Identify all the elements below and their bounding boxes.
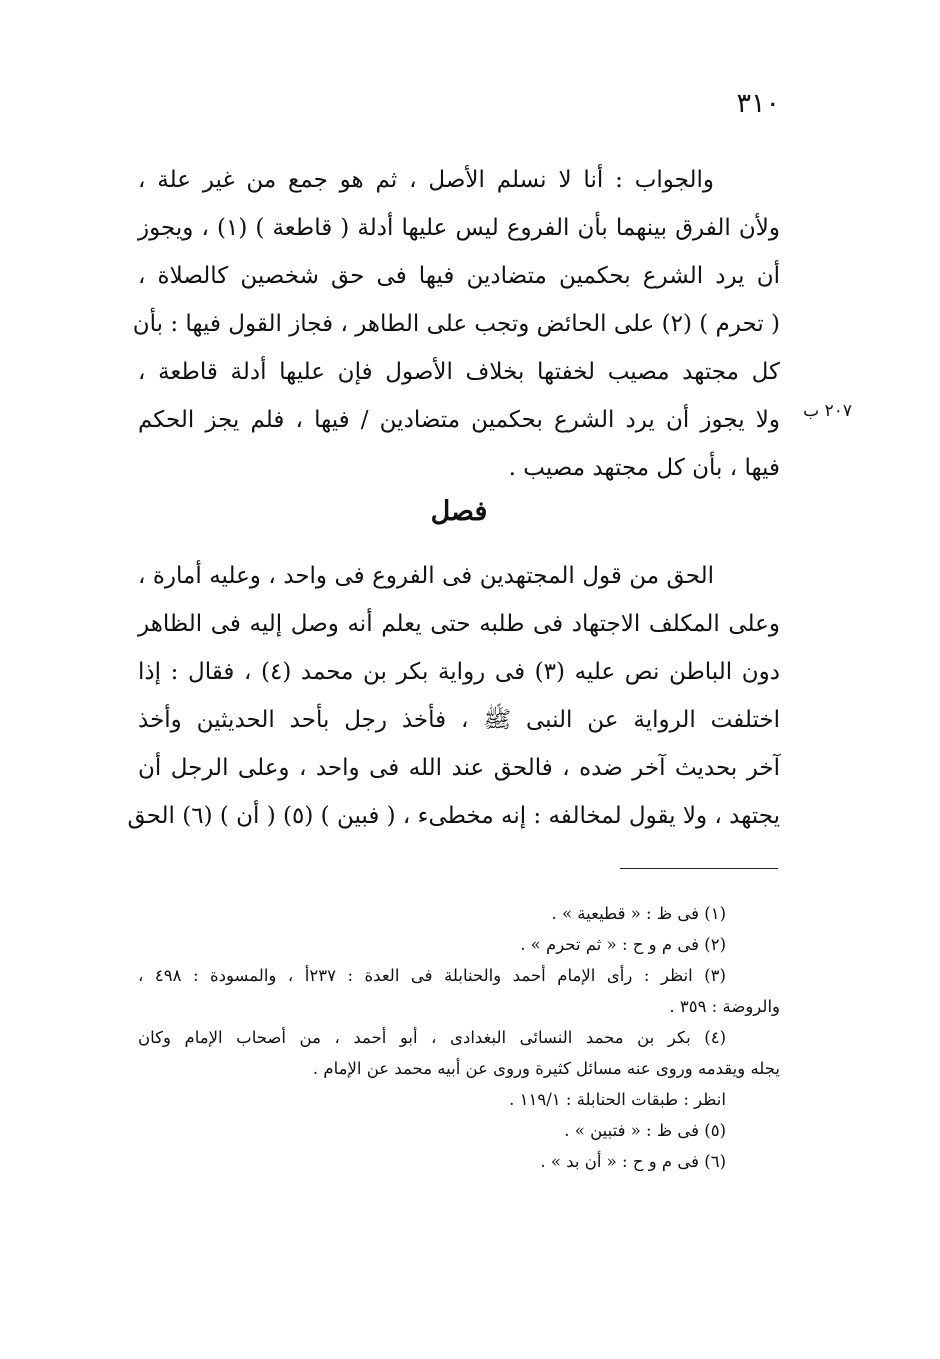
footnote-continuation: والروضة : ٣٥٩ . [669, 997, 780, 1016]
footnote: (٢) فى م و ح : « ثم تحرم » . [520, 935, 726, 954]
text-line: أن يرد الشرع بحكمين متضادين فيها فى حق شخصين كالصلاة ، [138, 263, 780, 289]
footnote: (٥) فى ظ : « فتبين » . [564, 1121, 726, 1140]
text-line: ولأن الفرق بينهما بأن الفروع ليس عليها أدلة ( قاطعة ) (١) ، ويجوز [138, 215, 780, 241]
text-line: ( تحرم ) (٢) على الحائض وتجب على الطاهر ، فجاز القول فيها : بأن [132, 311, 780, 337]
footnote-separator [620, 868, 778, 869]
text-line: آخر بحديث آخر ضده ، فالحق عند الله فى واحد ، وعلى الرجل أن [138, 755, 780, 781]
text-line: كل مجتهد مصيب لخفتها بخلاف الأصول فإن عليها أدلة قاطعة ، [138, 359, 780, 385]
text-line: ولا يجوز أن يرد الشرع بحكمين متضادين / فيها ، فلم يجز الحكم [138, 407, 780, 433]
footnote-continuation: انظر : طبقات الحنابلة : ١١٩/١ . [509, 1090, 726, 1109]
page-number: ٣١٠ [736, 88, 780, 119]
footnotes [138, 898, 780, 1177]
margin-folio-note: ٢٠٧ ب [803, 401, 852, 421]
text-line: دون الباطن نص عليه (٣) فى رواية بكر بن محمد (٤) ، فقال : إذا [138, 659, 780, 685]
paragraph-2 [127, 552, 780, 840]
footnote-continuation: يجله ويقدمه وروى عنه مسائل كثيرة وروى عن أبيه محمد عن الإمام . [312, 1059, 780, 1078]
footnote: (٤) بكر بن محمد النسائى البغدادى ، أبو أحمد ، من أصحاب الإمام وكان [138, 1028, 726, 1047]
text-line: يجتهد ، ولا يقول لمخالفه : إنه مخطىء ، ( فبين ) (٥) ( أن ) (٦) الحق [127, 803, 780, 829]
text-line: اختلفت الرواية عن النبى ﷺ ، فأخذ رجل بأحد الحديثين وأخذ [138, 707, 780, 733]
text-line: وعلى المكلف الاجتهاد فى طلبه حتى يعلم أنه وصل إليه فى الظاهر [138, 611, 780, 637]
footnote: (١) فى ظ : « قطيعية » . [551, 904, 726, 923]
text-line: الحق من قول المجتهدين فى الفروع فى واحد ، وعليه أمارة ، [138, 563, 714, 589]
section-heading: فصل [430, 496, 488, 527]
footnote: (٣) انظر : رأى الإمام أحمد والحنابلة فى العدة : ٢٣٧أ ، والمسودة : ٤٩٨ ، [138, 966, 726, 985]
text-line: والجواب : أنا لا نسلم الأصل ، ثم هو جمع من غير علة ، [138, 167, 714, 193]
footnote: (٦) فى م و ح : « أن بد » . [540, 1152, 726, 1171]
paragraph-1 [132, 156, 780, 492]
text-line: فيها ، بأن كل مجتهد مصيب . [508, 455, 780, 481]
